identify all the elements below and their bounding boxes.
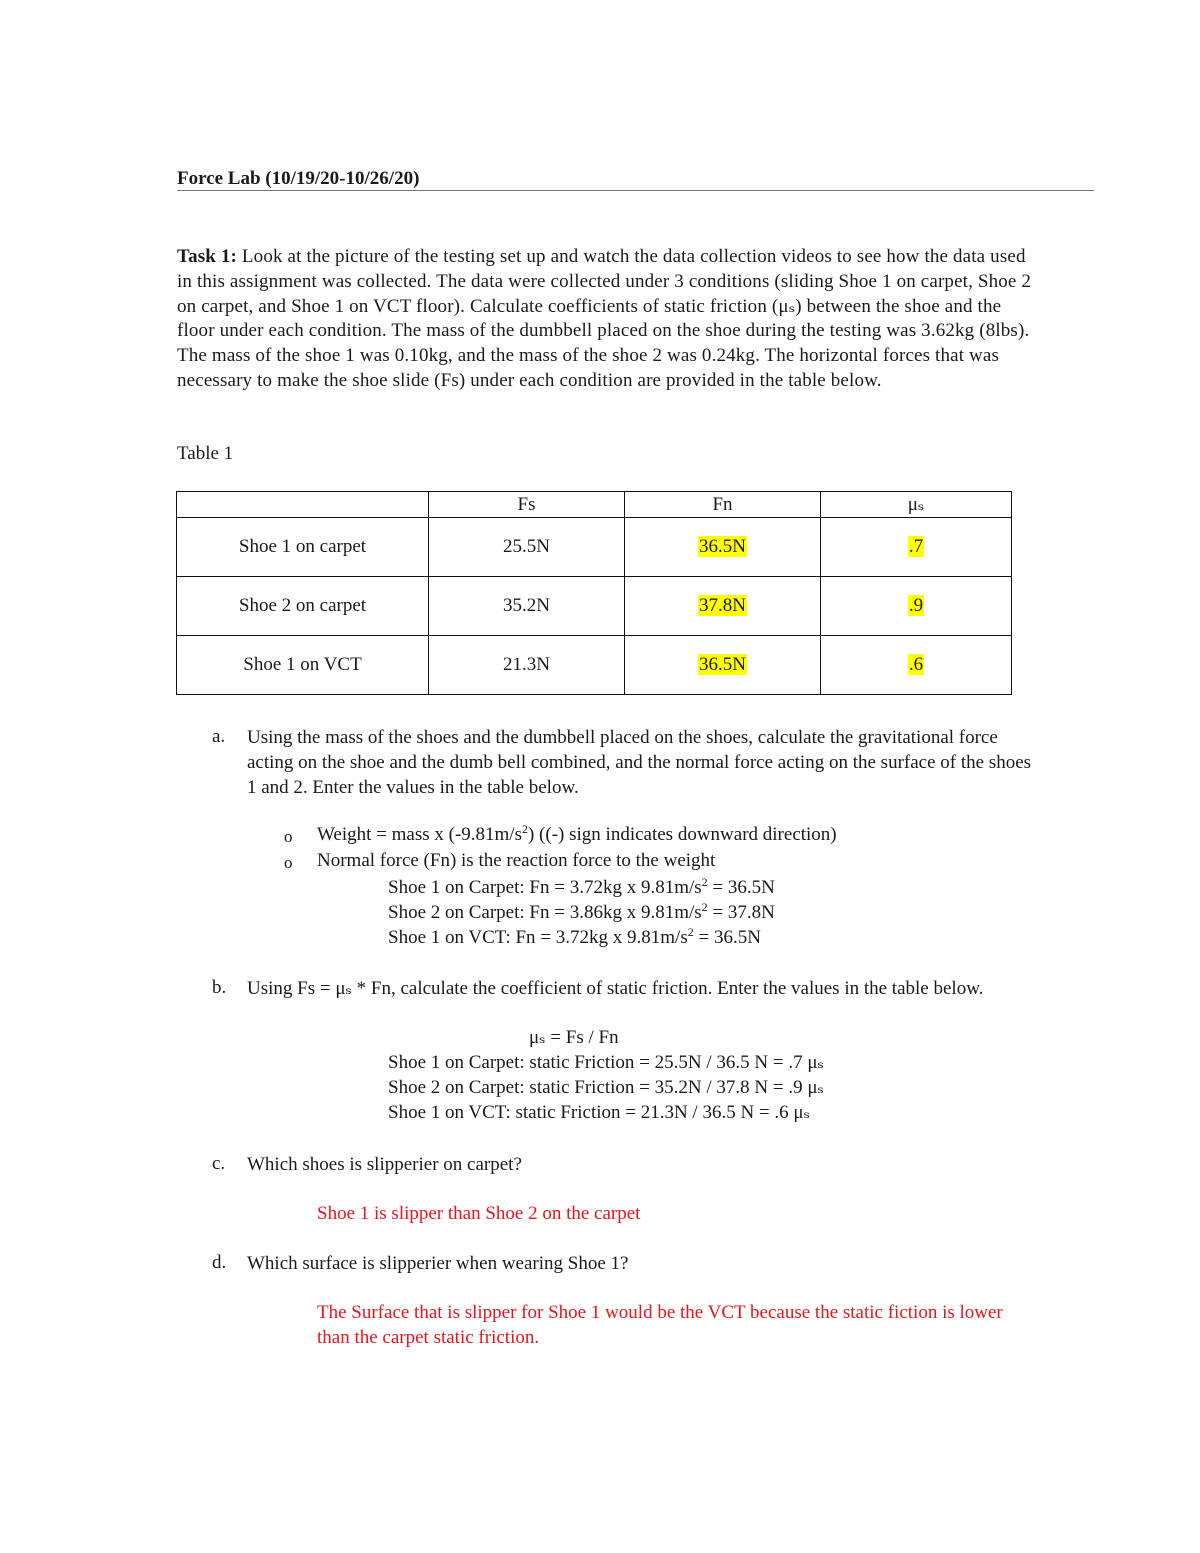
question-a-text: Using the mass of the shoes and the dumbbell placed on the shoes, calculate the gravitational force acting on the shoe and the dumb bell combined, and the normal force acting on the surface of the shoes 1 and 2. Enter the values in the table below. bbox=[247, 727, 1032, 798]
fs-cell: 35.2N bbox=[429, 577, 625, 636]
table-row bbox=[177, 636, 1012, 695]
fn-cell bbox=[625, 518, 821, 577]
question-a-label: a. bbox=[212, 726, 226, 747]
task1-label: Task 1: bbox=[177, 246, 238, 267]
fn-value: 36.5N bbox=[699, 654, 746, 675]
question-c-text: Which shoes is slipperier on carpet? bbox=[247, 1154, 522, 1175]
question-b-label: b. bbox=[212, 977, 227, 998]
friction-calculation: Shoe 1 on VCT: static Friction = 21.3N / 36.5 N = .6 μₛ bbox=[388, 1102, 810, 1123]
task1-text: Look at the picture of the testing set up and watch the data collection videos to see how the data used in this assignment was collected. The data were collected under 3 conditions (sliding Shoe 1 on carpet, Shoe 2 on carpet, and Shoe 1 on VCT floor). Calculate coefficients of static friction (μₛ) between the shoe and the floor under each condition. The mass of the dumbbell placed on the shoe during the testing was 3.62kg (8lbs). The mass of the shoe 1 was 0.10kg, and the mass of the shoe 2 was 0.24kg. The horizontal forces that was necessary to make the shoe slide (Fs) under each condition are provided in the table below. bbox=[177, 246, 1032, 391]
fn-cell bbox=[625, 636, 821, 695]
condition-cell: Shoe 2 on carpet bbox=[177, 577, 429, 636]
bullet-marker: o bbox=[284, 827, 293, 846]
condition-cell: Shoe 1 on carpet bbox=[177, 518, 429, 577]
question-d-label: d. bbox=[212, 1252, 227, 1273]
mu-cell bbox=[821, 577, 1012, 636]
friction-table bbox=[176, 491, 1012, 695]
mu-cell bbox=[821, 518, 1012, 577]
question-c-label: c. bbox=[212, 1153, 226, 1174]
mu-value: .7 bbox=[908, 536, 924, 557]
table-row bbox=[177, 518, 1012, 577]
friction-calculation: Shoe 2 on Carpet: static Friction = 35.2N / 37.8 N = .9 μₛ bbox=[388, 1077, 824, 1098]
friction-calculation: Shoe 1 on Carpet: static Friction = 25.5N / 36.5 N = .7 μₛ bbox=[388, 1052, 824, 1073]
mu-value: .9 bbox=[908, 595, 924, 616]
table-header-row bbox=[177, 492, 1012, 518]
weight-formula: Weight = mass x $(-9.81m/s^2)$ ((-) sign indicates downward direction) bbox=[317, 822, 837, 845]
bullet-marker: o bbox=[284, 853, 293, 872]
question-b-text: Using Fs = μₛ * Fn, calculate the coefficient of static friction. Enter the values in the table below. bbox=[247, 978, 984, 999]
fn-calculation: Shoe 1 on VCT: Fn = 3.72kg x $9.81m/s^2 = 36.5N$ bbox=[388, 925, 761, 948]
title-underline bbox=[177, 190, 1094, 191]
question-d-text: Which surface is slipperier when wearing Shoe 1? bbox=[247, 1253, 629, 1274]
fn-value: 37.8N bbox=[699, 595, 746, 616]
answer-c: Shoe 1 is slipper than Shoe 2 on the carpet bbox=[317, 1203, 641, 1224]
table-row bbox=[177, 577, 1012, 636]
table-header-cell: Fs bbox=[429, 492, 625, 518]
document-title: Force Lab (10/19/20-10/26/20) bbox=[177, 168, 420, 189]
fn-cell bbox=[625, 577, 821, 636]
table-caption: Table 1 bbox=[177, 443, 234, 464]
table-header-cell bbox=[177, 492, 429, 518]
mu-cell bbox=[821, 636, 1012, 695]
table-header-cell: Fn bbox=[625, 492, 821, 518]
fn-calculation: Shoe 2 on Carpet: Fn = 3.86kg x $9.81m/s^2 = 37.8N$ bbox=[388, 900, 775, 923]
task1-paragraph bbox=[177, 245, 1037, 394]
fs-cell: 25.5N bbox=[429, 518, 625, 577]
normal-force-definition: Normal force (Fn) is the reaction force to the weight bbox=[317, 850, 716, 871]
fn-calculation: Shoe 1 on Carpet: Fn = 3.72kg x $9.81m/s^2 = 36.5N$ bbox=[388, 875, 775, 898]
friction-formula: μₛ = Fs / Fn bbox=[529, 1027, 619, 1048]
fs-cell: 21.3N bbox=[429, 636, 625, 695]
answer-d: The Surface that is slipper for Shoe 1 would be the VCT because the static fiction is lower than the carpet static friction. bbox=[317, 1302, 1003, 1348]
table-header-cell: μₛ bbox=[821, 492, 1012, 518]
mu-value: .6 bbox=[908, 654, 924, 675]
condition-cell: Shoe 1 on VCT bbox=[177, 636, 429, 695]
fn-value: 36.5N bbox=[699, 536, 746, 557]
